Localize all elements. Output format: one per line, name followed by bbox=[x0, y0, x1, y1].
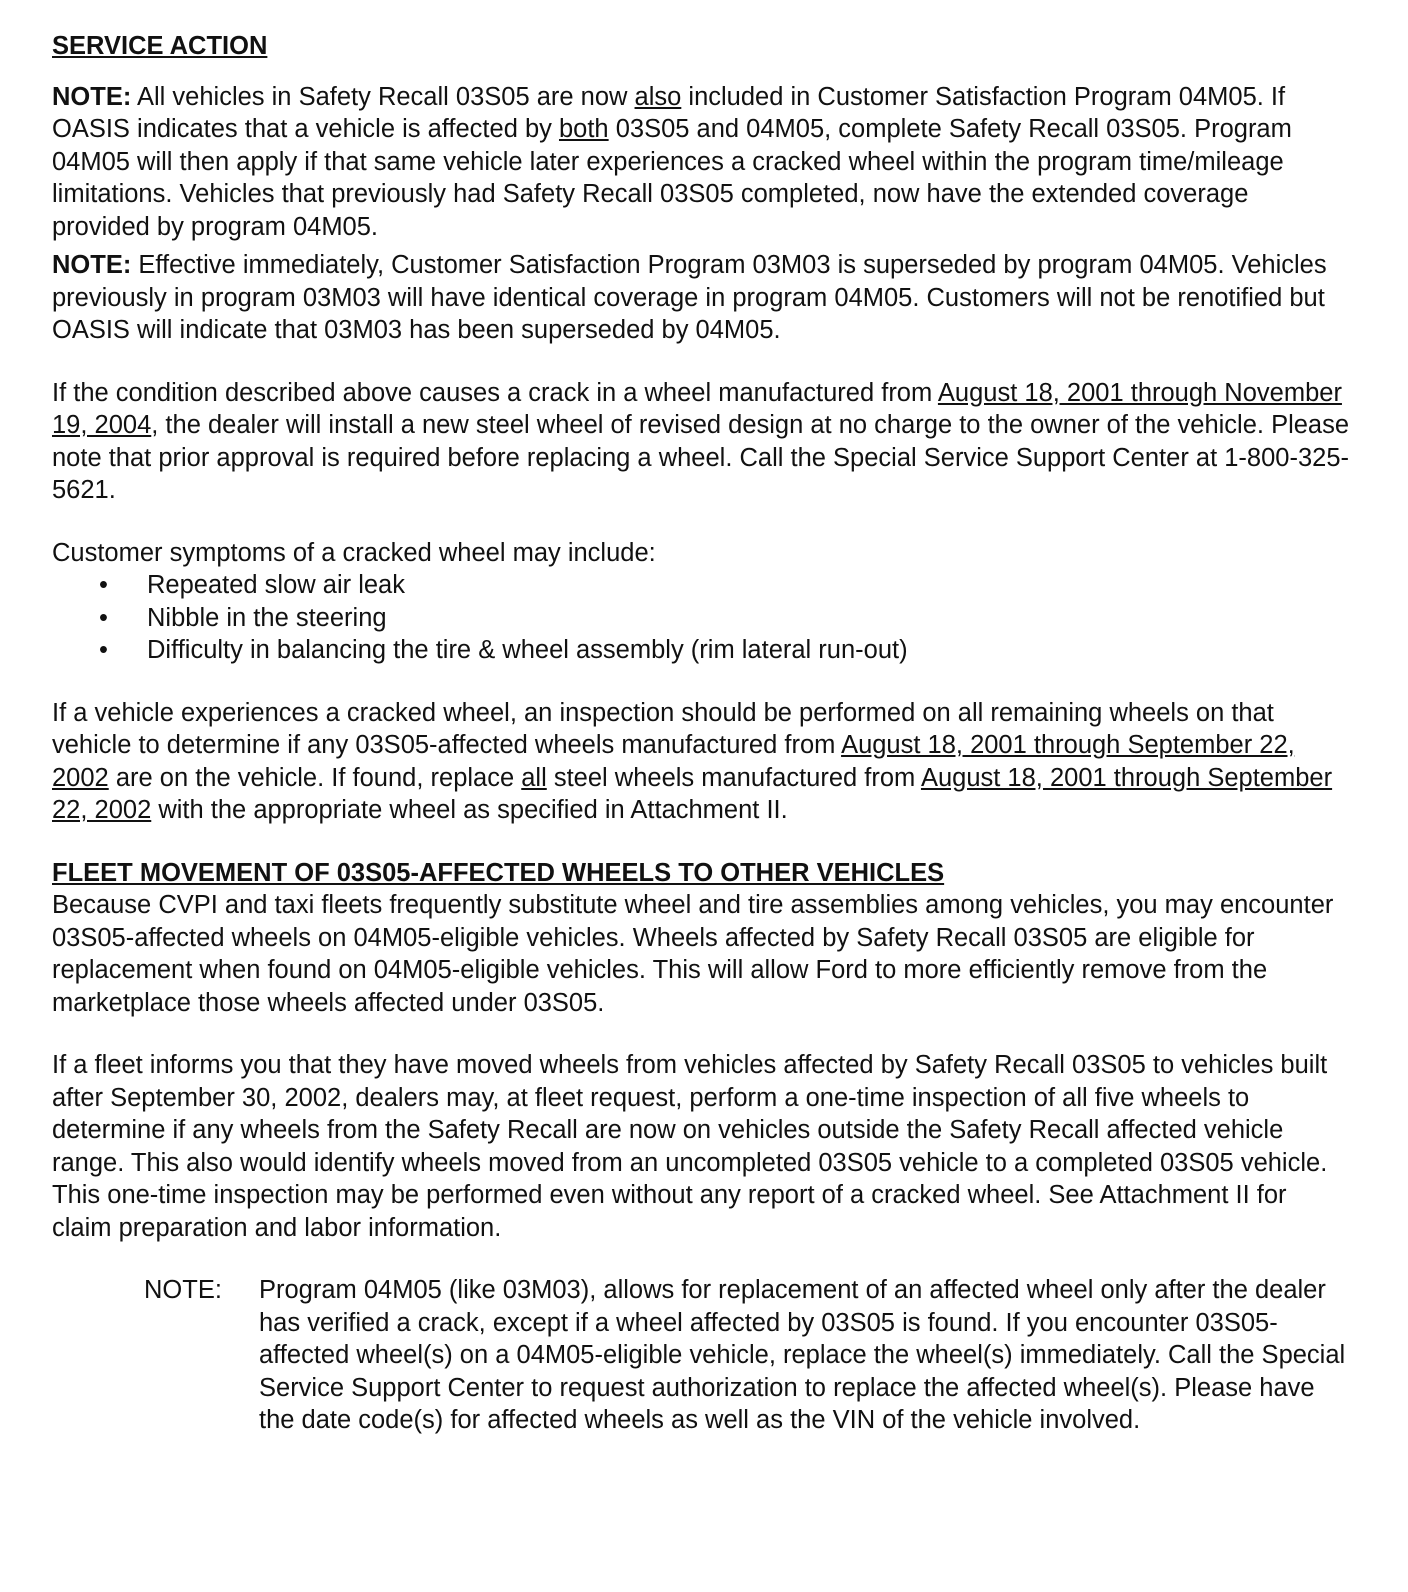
date-range-text: August 18, 2001 through September 22, 2002 bbox=[52, 731, 1295, 792]
service-action-heading: SERVICE ACTION bbox=[52, 32, 268, 60]
note-paragraph-1 bbox=[52, 81, 1352, 244]
note-text: All vehicles in Safety Recall 03S05 are now bbox=[131, 82, 635, 111]
bullet-icon: • bbox=[99, 636, 108, 664]
bullet-icon: • bbox=[99, 571, 108, 599]
underlined-text: all bbox=[521, 763, 547, 792]
note-text: Program 04M05 (like 03M03), allows for replacement of an affected wheel only after the dealer has verified a crack, except if a wheel affected by 03S05 is found. If you encounter 03S05-affected wheel(s) on a 04M05-eligible vehicle, replace the wheel(s) immediately. Call the Special Service Support Center to request authorization to replace the affected wheel(s). Please have the date code(s) for affected wheels as well as the VIN of the vehicle involved. bbox=[259, 1276, 1346, 1434]
fleet-paragraph-1: Because CVPI and taxi fleets frequently substitute wheel and tire assemblies among vehicles, you may encounter 03S05-affected wheels on 04M05-eligible vehicles. Wheels affected by Safety Recall 03S05 are eligible for replacement when found on 04M05-eligible vehicles. This will allow Ford to more efficiently remove from the marketplace those wheels affected under 03S05. bbox=[52, 891, 1334, 1017]
body-text: with the appropriate wheel as specified in Attachment II. bbox=[151, 796, 788, 824]
date-range-text: August 18, 2001 through November 19, 2004 bbox=[52, 378, 1342, 439]
symptoms-list bbox=[52, 569, 1352, 667]
note-label: NOTE: bbox=[52, 251, 132, 279]
note-label: NOTE: bbox=[144, 1276, 222, 1304]
symptom-item bbox=[52, 569, 1352, 602]
fleet-note bbox=[144, 1274, 1352, 1437]
symptom-item bbox=[52, 602, 1352, 635]
fleet-paragraph-2: If a fleet informs you that they have moved wheels from vehicles affected by Safety Recall 03S05 to vehicles built after September 30, 2002, dealers may, at fleet request, perform a one-time inspection of all five wheels to determine if any wheels from the Safety Recall are now on vehicles outside the Safety Recall affected vehicle range. This also would identify wheels moved from an uncompleted 03S05 vehicle to a completed 03S05 vehicle. This one-time inspection may be performed even without any report of a cracked wheel. See Attachment II for claim preparation and labor information. bbox=[52, 1051, 1328, 1242]
note-paragraph-2 bbox=[52, 249, 1352, 347]
note-label: NOTE: bbox=[52, 82, 132, 111]
date-range-text: August 18, 2001 through September 22, 2002 bbox=[52, 763, 1333, 824]
underlined-text: also bbox=[634, 82, 682, 111]
note-text: included in Customer Satisfaction Program 04M05. If OASIS indicates that a vehicle is affected by bbox=[52, 82, 1286, 143]
underlined-text: both bbox=[558, 115, 609, 143]
note-text: 03S05 and 04M05, complete Safety Recall 03S05. Program 04M05 will then apply if that same vehicle later experiences a cracked wheel within the program time/mileage limitations. Vehicles that previously had Safety Recall 03S05 completed, now have the extended coverage provided by program 04M05. bbox=[52, 115, 1292, 241]
body-text: steel wheels manufactured from bbox=[546, 763, 921, 792]
symptom-text: Repeated slow air leak bbox=[147, 571, 405, 599]
symptom-item bbox=[52, 634, 1352, 667]
body-text: are on the vehicle. If found, replace bbox=[108, 763, 522, 792]
document-page bbox=[52, 30, 1352, 1437]
symptoms-intro: Customer symptoms of a cracked wheel may include: bbox=[52, 538, 656, 567]
body-text: , the dealer will install a new steel wheel of revised design at no charge to the owner of the vehicle. Please note that prior approval is required before replacing a wheel. Call the Special Service Support Center at 1-800-325-5621. bbox=[52, 411, 1350, 504]
fleet-movement-heading: FLEET MOVEMENT OF 03S05-AFFECTED WHEELS TO OTHER VEHICLES bbox=[52, 858, 945, 887]
body-text: If a vehicle experiences a cracked wheel, an inspection should be performed on all remaining wheels on that vehicle to determine if any 03S05-affected wheels manufactured from bbox=[52, 698, 1274, 759]
symptom-text: Difficulty in balancing the tire & wheel assembly (rim lateral run-out) bbox=[147, 636, 908, 664]
symptom-text: Nibble in the steering bbox=[147, 603, 387, 632]
bullet-icon: • bbox=[99, 603, 108, 632]
body-text: If the condition described above causes a crack in a wheel manufactured from bbox=[52, 378, 938, 407]
condition-paragraph bbox=[52, 377, 1352, 507]
note-text: Effective immediately, Customer Satisfaction Program 03M03 is superseded by program 04M05. Vehicles previously in program 03M03 will have identical coverage in program 04M05. Customers will not be renotified but OASIS will indicate that 03M03 has been superseded by 04M05. bbox=[52, 251, 1327, 344]
inspection-paragraph bbox=[52, 697, 1352, 827]
